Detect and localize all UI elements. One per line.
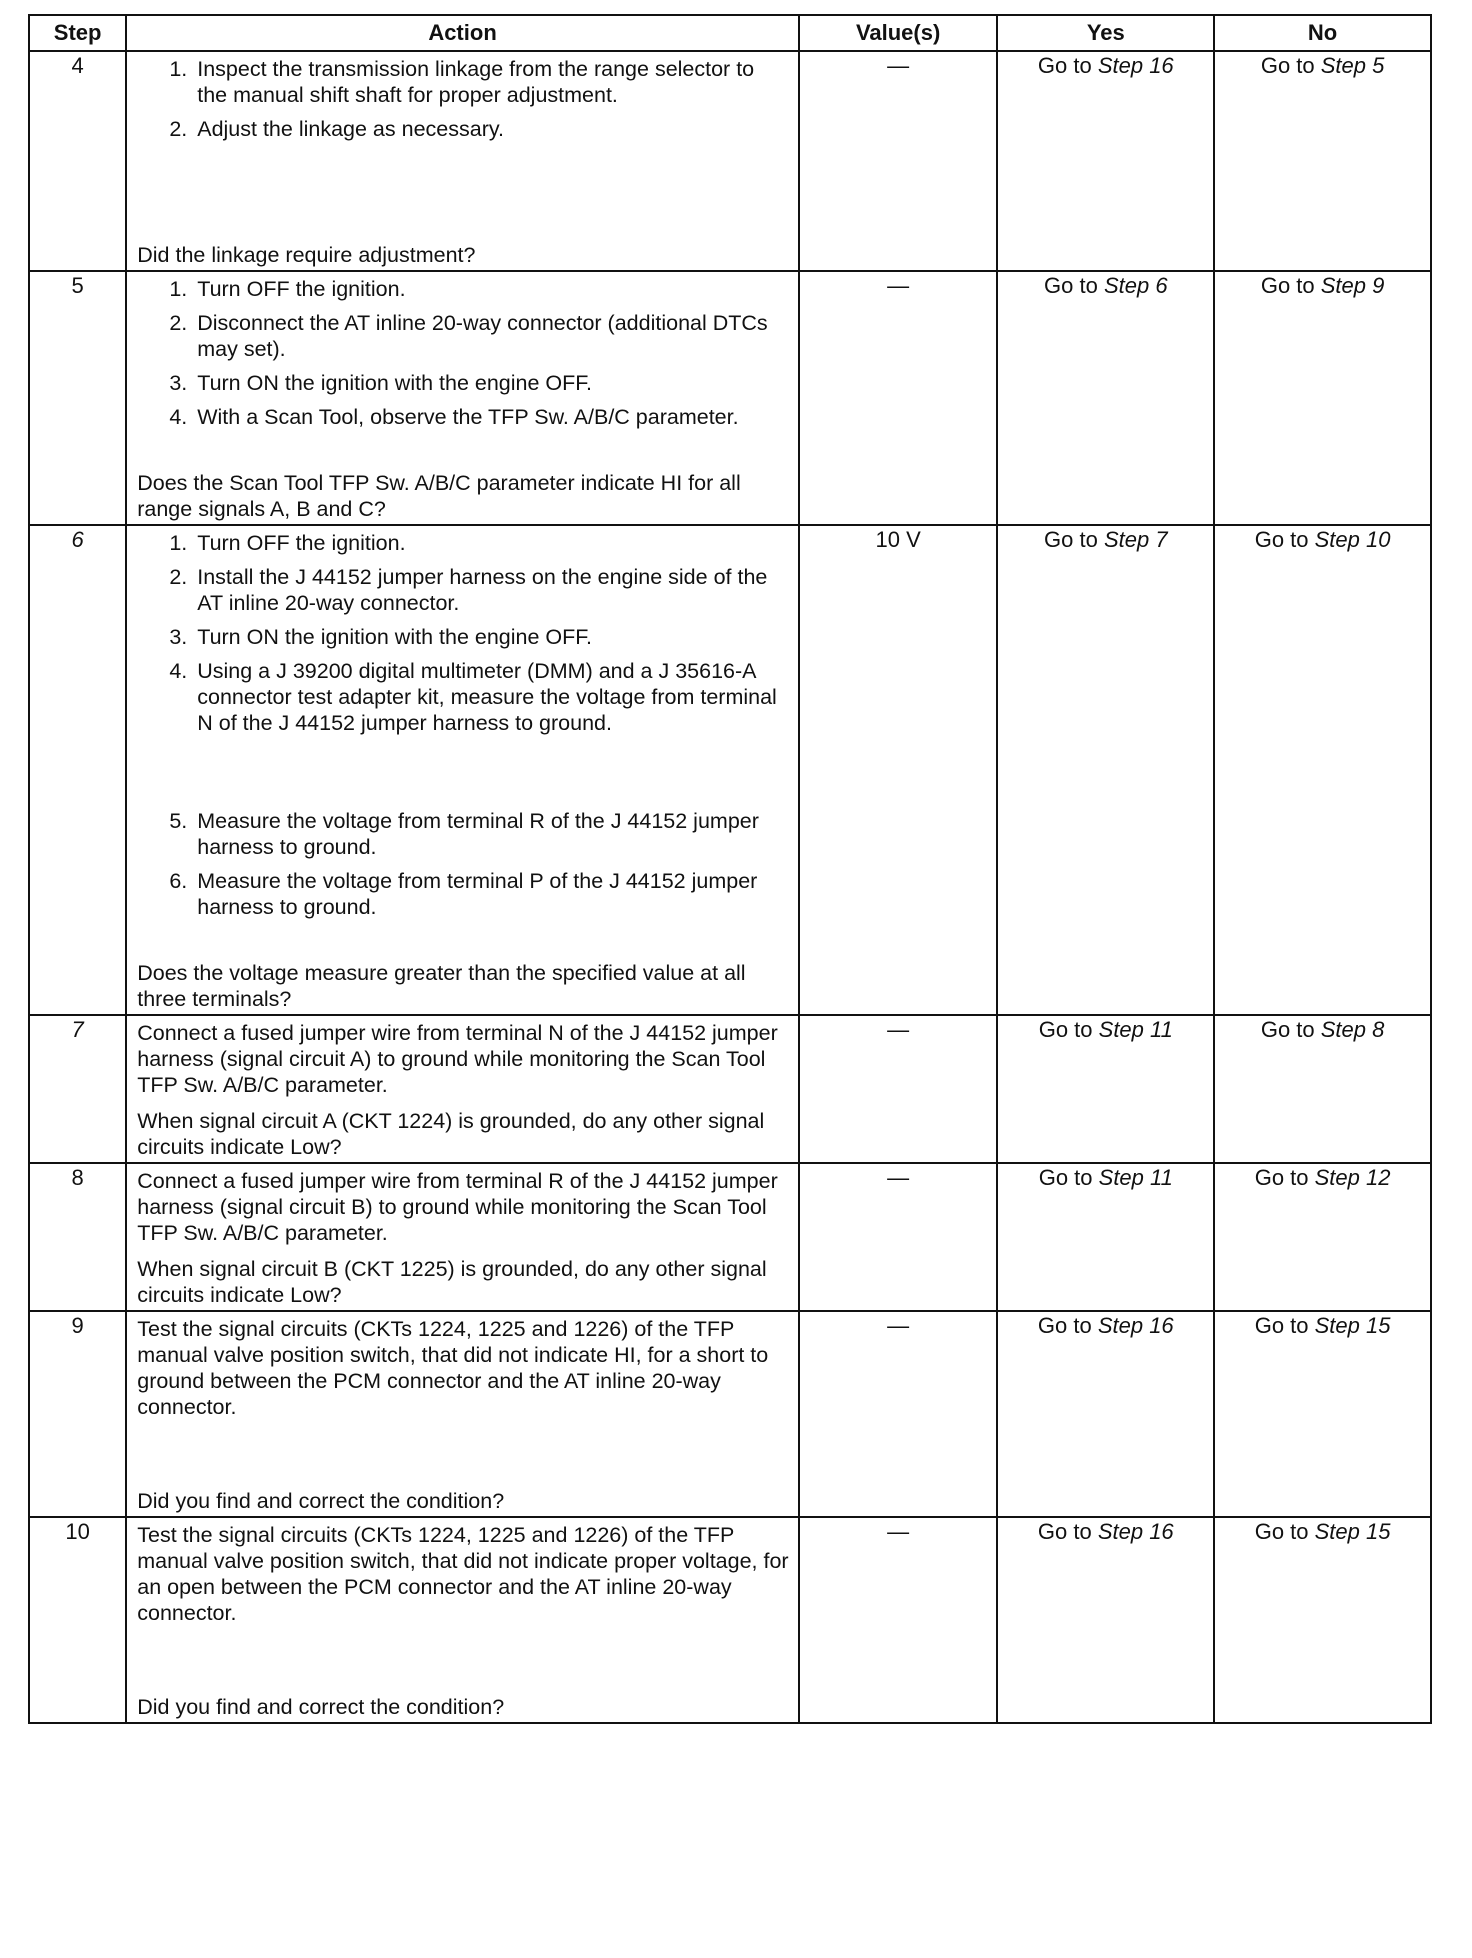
goto-step-link[interactable]: Step 6 — [1103, 273, 1168, 298]
table-row — [29, 51, 1431, 271]
header-no: No — [1214, 15, 1431, 51]
action-question: Did the linkage require adjustment? — [137, 243, 476, 267]
goto-prefix: Go to — [1037, 1519, 1098, 1544]
yes-cell — [997, 1163, 1214, 1311]
goto-prefix: Go to — [1254, 1313, 1315, 1338]
action-item: 2. Disconnect the AT inline 20-way connector (additional DTCs may set). — [193, 310, 790, 362]
action-item: 2. Adjust the linkage as necessary. — [193, 116, 790, 142]
goto-prefix: Go to — [1260, 273, 1321, 298]
header-step: Step — [29, 15, 126, 51]
action-item: 1. Inspect the transmission linkage from the range selector to the manual shift shaft for proper adjustment. — [193, 56, 790, 108]
action-question: Did you find and correct the condition? — [137, 1489, 505, 1513]
no-cell — [1214, 525, 1431, 1015]
table-header-row — [29, 15, 1431, 51]
step-number: 7 — [29, 1015, 126, 1163]
goto-step-link[interactable]: Step 5 — [1320, 53, 1385, 78]
action-cell — [126, 1311, 799, 1517]
no-cell — [1214, 1163, 1431, 1311]
action-item: 5. Measure the voltage from terminal R of the J 44152 jumper harness to ground. — [193, 808, 790, 860]
goto-step-link[interactable]: Step 9 — [1320, 273, 1385, 298]
goto-prefix: Go to — [1260, 53, 1321, 78]
value-cell: — — [799, 271, 998, 525]
goto-prefix: Go to — [1254, 1165, 1315, 1190]
no-cell — [1214, 1517, 1431, 1723]
goto-step-link[interactable]: Step 8 — [1320, 1017, 1385, 1042]
step-number: 6 — [29, 525, 126, 1015]
goto-step-link[interactable]: Step 10 — [1314, 527, 1391, 552]
action-item: 1. Turn OFF the ignition. — [193, 276, 790, 302]
value-cell: — — [799, 51, 998, 271]
action-question: Does the Scan Tool TFP Sw. A/B/C parameter indicate HI for all range signals A, B and C? — [137, 471, 741, 521]
action-text: Test the signal circuits (CKTs 1224, 1225 and 1226) of the TFP manual valve position switch, that did not indicate proper voltage, for an open between the PCM connector and the AT inline 20-way connector. — [137, 1523, 789, 1625]
action-cell — [126, 1517, 799, 1723]
header-value: Value(s) — [799, 15, 998, 51]
action-item: 3. Turn ON the ignition with the engine OFF. — [193, 624, 790, 650]
action-question: Did you find and correct the condition? — [137, 1695, 505, 1719]
table-row — [29, 1015, 1431, 1163]
action-text: Test the signal circuits (CKTs 1224, 1225 and 1226) of the TFP manual valve position switch, that did not indicate HI, for a short to ground between the PCM connector and the AT inline 20-way connector. — [137, 1317, 769, 1419]
yes-cell — [997, 51, 1214, 271]
no-cell — [1214, 1311, 1431, 1517]
no-cell — [1214, 51, 1431, 271]
table-row — [29, 1163, 1431, 1311]
action-cell — [126, 525, 799, 1015]
goto-step-link[interactable]: Step 15 — [1314, 1313, 1391, 1338]
step-number: 4 — [29, 51, 126, 271]
step-number: 5 — [29, 271, 126, 525]
no-cell — [1214, 1015, 1431, 1163]
goto-step-link[interactable]: Step 16 — [1097, 1519, 1174, 1544]
goto-step-link[interactable]: Step 16 — [1097, 1313, 1174, 1338]
goto-step-link[interactable]: Step 15 — [1314, 1519, 1391, 1544]
goto-prefix: Go to — [1038, 1165, 1099, 1190]
step-number: 9 — [29, 1311, 126, 1517]
action-cell — [126, 1163, 799, 1311]
goto-prefix: Go to — [1037, 53, 1098, 78]
value-cell: — — [799, 1311, 998, 1517]
header-action: Action — [126, 15, 799, 51]
table-row — [29, 1517, 1431, 1723]
value-cell: 10 V — [799, 525, 998, 1015]
action-cell — [126, 51, 799, 271]
goto-step-link[interactable]: Step 16 — [1097, 53, 1174, 78]
diagnostic-procedure-table — [28, 14, 1432, 1724]
no-cell — [1214, 271, 1431, 525]
yes-cell — [997, 1311, 1214, 1517]
action-item: 4. With a Scan Tool, observe the TFP Sw. A/B/C parameter. — [193, 404, 790, 430]
yes-cell — [997, 1015, 1214, 1163]
action-item: 2. Install the J 44152 jumper harness on the engine side of the AT inline 20-way connector. — [193, 564, 790, 616]
goto-step-link[interactable]: Step 7 — [1103, 527, 1168, 552]
table-row — [29, 271, 1431, 525]
yes-cell — [997, 525, 1214, 1015]
action-item: 6. Measure the voltage from terminal P of the J 44152 jumper harness to ground. — [193, 868, 790, 920]
goto-prefix: Go to — [1044, 273, 1104, 298]
goto-prefix: Go to — [1260, 1017, 1321, 1042]
action-question: When signal circuit B (CKT 1225) is grounded, do any other signal circuits indicate Low? — [137, 1257, 767, 1307]
value-cell: — — [799, 1163, 998, 1311]
goto-prefix: Go to — [1044, 527, 1104, 552]
goto-prefix: Go to — [1038, 1017, 1099, 1042]
step-number: 10 — [29, 1517, 126, 1723]
action-cell — [126, 1015, 799, 1163]
action-question: When signal circuit A (CKT 1224) is grounded, do any other signal circuits indicate Low? — [137, 1109, 765, 1159]
step-number: 8 — [29, 1163, 126, 1311]
action-text: Connect a fused jumper wire from terminal N of the J 44152 jumper harness (signal circuit A) to ground while monitoring the Scan Tool TFP Sw. A/B/C parameter. — [137, 1021, 778, 1097]
value-cell: — — [799, 1517, 998, 1723]
yes-cell — [997, 271, 1214, 525]
goto-prefix: Go to — [1037, 1313, 1098, 1338]
goto-step-link[interactable]: Step 12 — [1314, 1165, 1391, 1190]
action-item: 4. Using a J 39200 digital multimeter (DMM) and a J 35616-A connector test adapter kit, measure the voltage from terminal N of the J 44152 jumper harness to ground. — [193, 658, 790, 736]
action-item: 1. Turn OFF the ignition. — [193, 530, 790, 556]
header-yes: Yes — [997, 15, 1214, 51]
goto-step-link[interactable]: Step 11 — [1098, 1165, 1173, 1190]
action-question: Does the voltage measure greater than the specified value at all three terminals? — [137, 961, 746, 1011]
goto-prefix: Go to — [1254, 527, 1315, 552]
table-row — [29, 1311, 1431, 1517]
action-item: 3. Turn ON the ignition with the engine OFF. — [193, 370, 790, 396]
goto-step-link[interactable]: Step 11 — [1098, 1017, 1173, 1042]
goto-prefix: Go to — [1254, 1519, 1315, 1544]
value-cell: — — [799, 1015, 998, 1163]
table-row — [29, 525, 1431, 1015]
action-text: Connect a fused jumper wire from terminal R of the J 44152 jumper harness (signal circuit B) to ground while monitoring the Scan Tool TFP Sw. A/B/C parameter. — [137, 1169, 778, 1245]
action-cell — [126, 271, 799, 525]
yes-cell — [997, 1517, 1214, 1723]
